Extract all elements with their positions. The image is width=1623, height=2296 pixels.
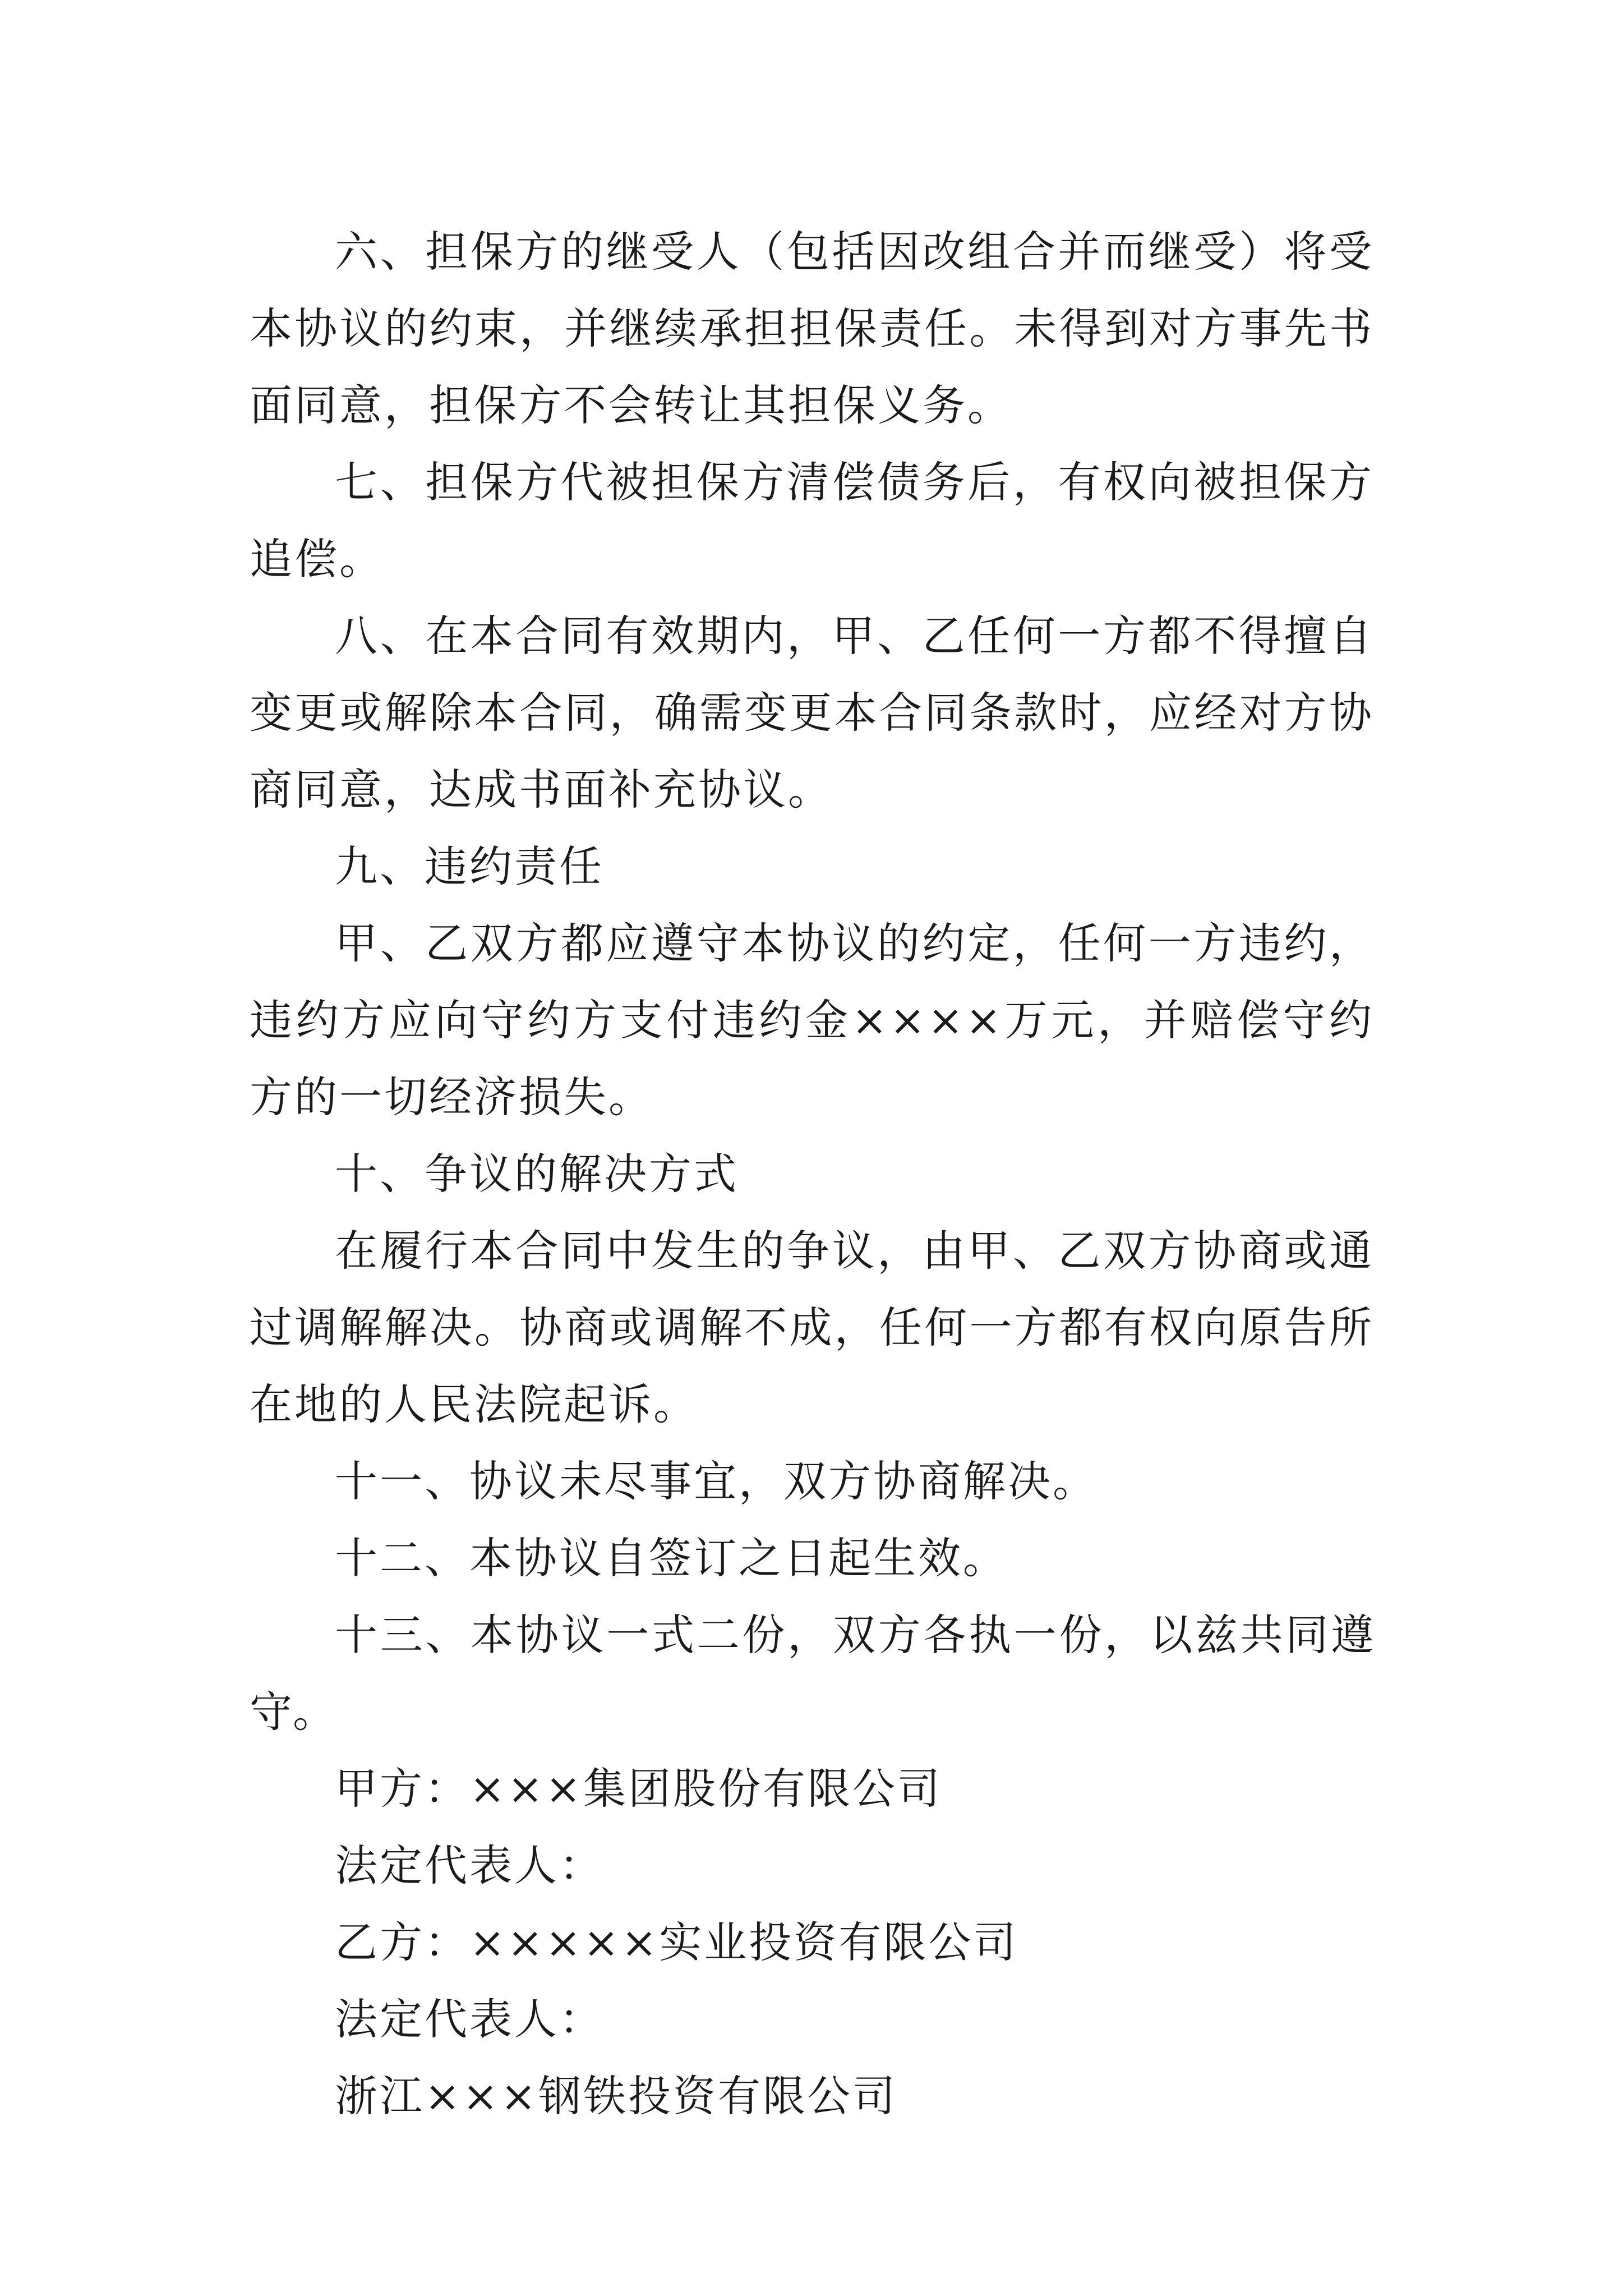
clause-9-body: 甲、乙双方都应遵守本协议的约定，任何一方违约，违约方应向守约方支付违约金××××万元，并赔偿守约方的一切经济损失。 xyxy=(250,918,1374,1122)
clause-13: 十三、本协议一式二份，双方各执一份，以兹共同遵守。 xyxy=(250,1610,1374,1737)
party-b: 乙方：×××××实业投资有限公司 xyxy=(335,1917,1018,1967)
party-a: 甲方：×××集团股份有限公司 xyxy=(335,1764,943,1814)
document-body xyxy=(250,213,1374,2134)
clause-12: 十二、本协议自签订之日起生效。 xyxy=(335,1533,1008,1583)
clause-10-body: 在履行本合同中发生的争议，由甲、乙双方协商或通过调解解决。协商或调解不成，任何一方都有权向原告所在地的人民法院起诉。 xyxy=(250,1226,1374,1429)
party-a-representative: 法定代表人： xyxy=(335,1841,604,1890)
clause-11: 十一、协议未尽事宜，双方协商解决。 xyxy=(335,1456,1098,1506)
guarantor-party: 浙江×××钢铁投资有限公司 xyxy=(335,2071,898,2121)
clause-6: 六、担保方的继受人（包括因改组合并而继受）将受本协议的约束，并继续承担担保责任。未得到对方事先书面同意，担保方不会转让其担保义务。 xyxy=(250,227,1374,430)
clause-7: 七、担保方代被担保方清偿债务后，有权向被担保方追偿。 xyxy=(250,457,1374,584)
clause-9-heading: 九、违约责任 xyxy=(335,841,604,891)
clause-8: 八、在本合同有效期内，甲、乙任何一方都不得擅自变更或解除本合同，确需变更本合同条款时，应经对方协商同意，达成书面补充协议。 xyxy=(250,611,1374,815)
party-b-representative: 法定代表人： xyxy=(335,1994,604,2044)
clause-10-heading: 十、争议的解决方式 xyxy=(335,1149,739,1199)
